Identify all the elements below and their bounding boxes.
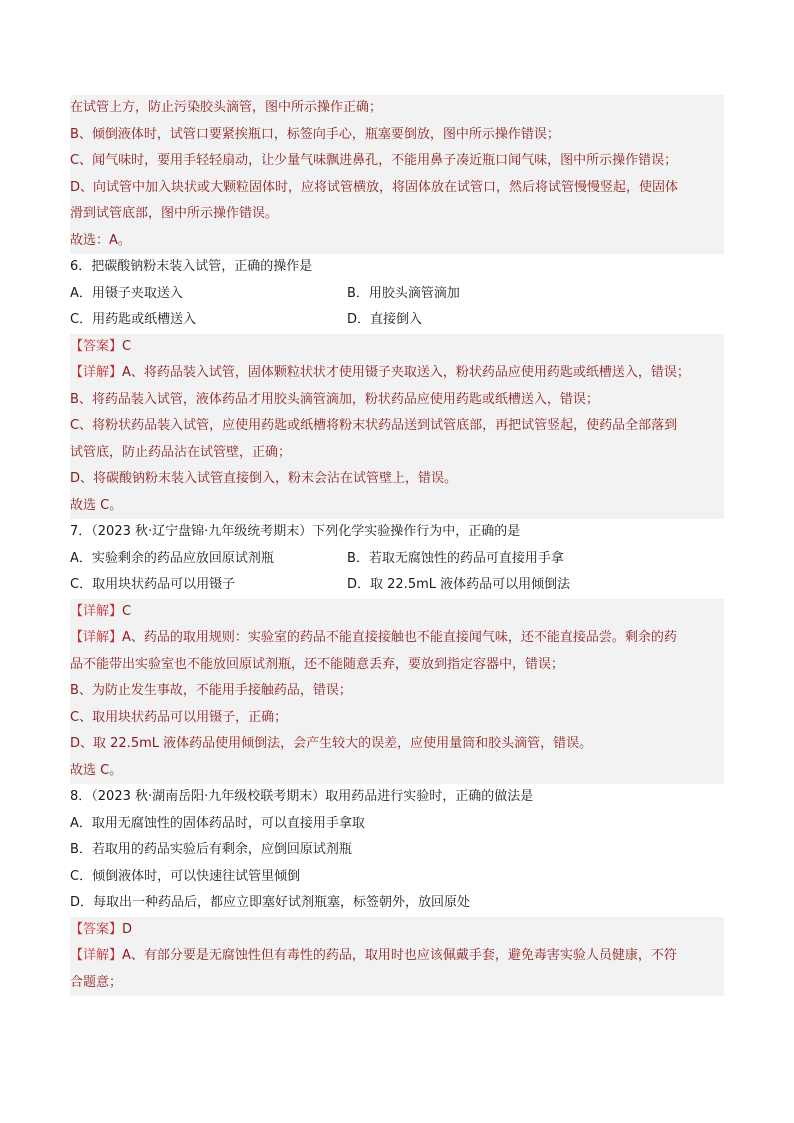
option-c: C．倾倒液体时，可以快速往试管里倾倒 — [70, 868, 301, 884]
answer-value: C — [122, 338, 132, 354]
option-a: A．实验剩余的药品应放回原试剂瓶 — [70, 550, 274, 566]
answer-line — [70, 917, 724, 944]
conclusion-line: 故选 C。 — [70, 493, 724, 520]
detail-tag: 【详解】 — [70, 948, 123, 963]
option-d: D．取 22.5mL 液体药品可以用倾倒法 — [347, 577, 571, 592]
prev-detail-line: 滑到试管底部，图中所示操作错误。 — [70, 201, 724, 228]
detail-tag: 【详解】 — [70, 365, 123, 380]
question-7-stem: 7．（2023 秋·辽宁盘锦·九年级统考期末）下列化学实验操作行为中，正确的是 — [70, 524, 521, 539]
option-c: C．用药匙或纸槽送入 — [70, 312, 197, 327]
detail-tag: 【详解】 — [70, 630, 123, 645]
detail-line: 试管底，防止药品沾在试管壁，正确； — [70, 440, 724, 467]
question-6-options-row — [70, 307, 724, 334]
prev-detail-line: B、倾倒液体时，试管口要紧挨瓶口，标签向手心，瓶塞要倒放，图中所示操作错误； — [70, 122, 724, 149]
option-c: C．取用块状药品可以用镊子 — [70, 577, 236, 592]
detail-line: 品不能带出实验室也不能放回原试剂瓶，还不能随意丢弃，要放到指定容器中，错误； — [70, 652, 724, 679]
detail-line: 合题意； — [70, 970, 724, 997]
answer-line — [70, 334, 724, 361]
answer-tag: 【答案】 — [70, 921, 123, 937]
detail-text: A、将药品装入试管，固体颗粒状状才使用镊子夹取送入，粉状药品应使用药匙或纸槽送入，错误； — [122, 365, 690, 380]
detail-line: D、将碳酸钠粉末装入试管直接倒入，粉末会沾在试管壁上，错误。 — [70, 466, 724, 493]
prev-detail-line: 在试管上方，防止污染胶头滴管，图中所示操作正确； — [70, 95, 724, 122]
detail-text: A、药品的取用规则：实验室的药品不能直接接触也不能直接闻气味，还不能直接品尝。剩余的药 — [122, 630, 677, 645]
detail-line: B、为防止发生事故，不能用手接触药品，错误； — [70, 678, 724, 705]
option-d: D．每取出一种药品后，都应立即塞好试剂瓶塞，标签朝外，放回原处 — [70, 895, 471, 910]
detail-line — [70, 360, 724, 387]
answer-tag: 【答案】 — [70, 338, 123, 354]
prev-detail-line: C、闻气味时，要用手轻轻扇动，让少量气味飘进鼻孔，不能用鼻子凑近瓶口闻气味，图中所示操作错误； — [70, 148, 724, 175]
question-6-options-row — [70, 281, 724, 308]
document-page — [70, 95, 724, 996]
conclusion-line: 故选 C。 — [70, 758, 724, 785]
prev-conclusion: 故选：A。 — [70, 228, 724, 255]
detail-line — [70, 943, 724, 970]
detail-line — [70, 625, 724, 652]
question-8-stem: 8．（2023 秋·湖南岳阳·九年级校联考期末）取用药品进行实验时，正确的做法是 — [70, 789, 534, 804]
question-7-options-row — [70, 572, 724, 599]
question-6-stem: 6．把碳酸钠粉末装入试管，正确的操作是 — [70, 259, 313, 274]
option-b: B．若取无腐蚀性的药品可直接用手拿 — [347, 550, 564, 566]
detail-line: C、将粉状药品装入试管，应使用药匙或纸槽将粉末状药品送到试管底部，再把试管竖起，使药品全部落到 — [70, 413, 724, 440]
detail-text: A、有部分要是无腐蚀性但有毒性的药品，取用时也应该佩戴手套，避免毒害实验人员健康，不符 — [122, 948, 677, 963]
answer-value: C — [122, 603, 132, 619]
detail-tag: 【详解】 — [70, 603, 123, 619]
detail-answer-line — [70, 599, 724, 626]
option-b: B．若取用的药品实验后有剩余，应倒回原试剂瓶 — [70, 842, 352, 857]
detail-line: C、取用块状药品可以用镊子，正确； — [70, 705, 724, 732]
detail-line: D、取 22.5mL 液体药品使用倾倒法，会产生较大的误差，应使用量筒和胶头滴管，错误。 — [70, 731, 724, 758]
detail-line: B、将药品装入试管，液体药品才用胶头滴管滴加，粉状药品应使用药匙或纸槽送入，错误； — [70, 387, 724, 414]
answer-value: D — [122, 921, 133, 937]
option-b: B．用胶头滴管滴加 — [347, 285, 460, 301]
question-7-options-row — [70, 546, 724, 573]
option-a: A．用镊子夹取送入 — [70, 285, 183, 301]
prev-detail-line: D、向试管中加入块状或大颗粒固体时，应将试管横放，将固体放在试管口，然后将试管慢慢竖起，使固体 — [70, 175, 724, 202]
option-a: A．取用无腐蚀性的固体药品时，可以直接用手拿取 — [70, 815, 365, 831]
option-d: D．直接倒入 — [347, 312, 423, 327]
